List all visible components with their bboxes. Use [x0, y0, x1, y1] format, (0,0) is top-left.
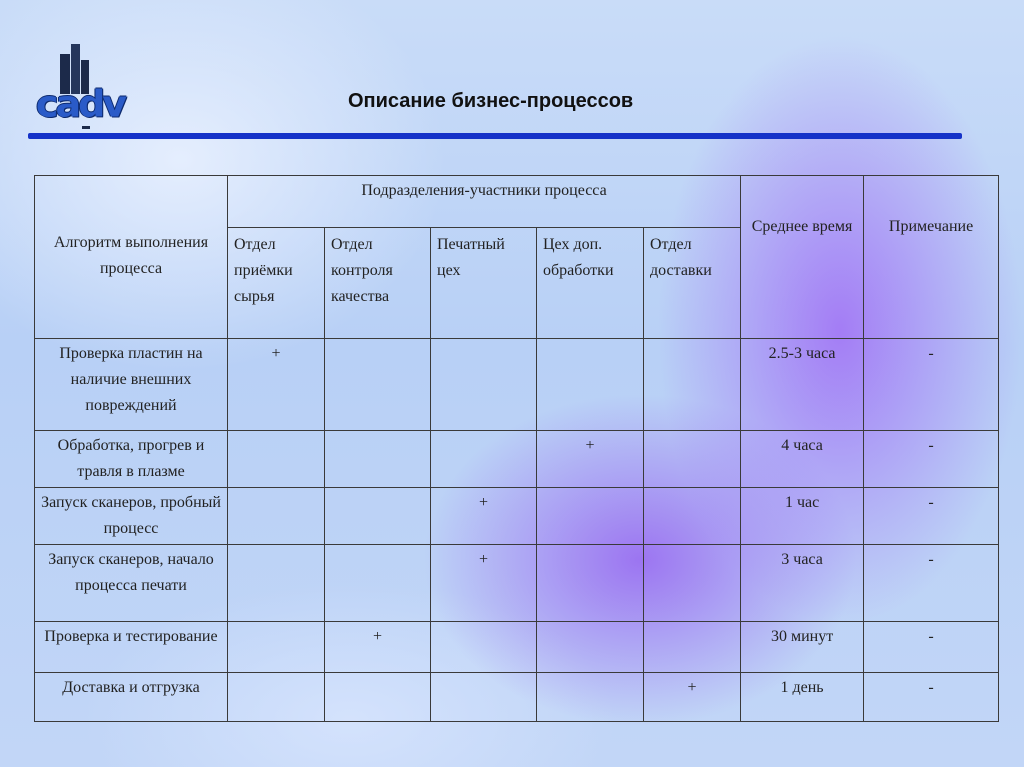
participation-mark [537, 673, 644, 722]
table-row [35, 622, 999, 673]
business-process-table [34, 175, 999, 722]
participation-mark [431, 339, 537, 431]
header-note: Примечание [864, 176, 999, 339]
participation-mark: + [644, 673, 741, 722]
participation-mark [325, 339, 431, 431]
participation-mark [228, 545, 325, 622]
process-cell: Проверка и тестирование [35, 622, 228, 673]
participation-mark [537, 545, 644, 622]
participation-mark: + [431, 488, 537, 545]
header-departments-group: Подразделения-участники процесса [228, 176, 741, 228]
process-cell: Доставка и отгрузка [35, 673, 228, 722]
participation-mark [325, 431, 431, 488]
table-row [35, 431, 999, 488]
note-cell: - [864, 488, 999, 545]
table-row [35, 488, 999, 545]
header-department: Отдел доставки [644, 228, 741, 339]
participation-mark [228, 622, 325, 673]
header-department: Печатный цех [431, 228, 537, 339]
participation-mark [644, 622, 741, 673]
header-department: Цех доп. обработки [537, 228, 644, 339]
participation-mark [228, 673, 325, 722]
table-row [35, 673, 999, 722]
process-cell: Запуск сканеров, начало процесса печати [35, 545, 228, 622]
average-time-cell: 3 часа [741, 545, 864, 622]
participation-mark [431, 431, 537, 488]
participation-mark: + [431, 545, 537, 622]
process-cell: Проверка пластин на наличие внешних повреждений [35, 339, 228, 431]
participation-mark [431, 673, 537, 722]
note-cell: - [864, 431, 999, 488]
participation-mark [644, 431, 741, 488]
average-time-cell: 30 минут [741, 622, 864, 673]
average-time-cell: 4 часа [741, 431, 864, 488]
average-time-cell: 2.5-3 часа [741, 339, 864, 431]
table-row [35, 545, 999, 622]
participation-mark: + [228, 339, 325, 431]
participation-mark [537, 339, 644, 431]
participation-mark [537, 488, 644, 545]
participation-mark: + [537, 431, 644, 488]
average-time-cell: 1 час [741, 488, 864, 545]
logo-wordmark: cadv [35, 83, 125, 125]
participation-mark: + [325, 622, 431, 673]
participation-mark [325, 488, 431, 545]
logo-dash [82, 126, 90, 129]
note-cell: - [864, 622, 999, 673]
participation-mark [644, 339, 741, 431]
average-time-cell: 1 день [741, 673, 864, 722]
participation-mark [325, 673, 431, 722]
title-underline [28, 133, 962, 139]
process-cell: Обработка, прогрев и травля в плазме [35, 431, 228, 488]
participation-mark [644, 488, 741, 545]
participation-mark [644, 545, 741, 622]
participation-mark [431, 622, 537, 673]
header-average-time: Среднее время [741, 176, 864, 339]
company-logo [34, 42, 126, 134]
participation-mark [228, 488, 325, 545]
participation-mark [325, 545, 431, 622]
participation-mark [537, 622, 644, 673]
table-row [35, 339, 999, 431]
process-cell: Запуск сканеров, пробный процесс [35, 488, 228, 545]
header-department: Отдел контроля качества [325, 228, 431, 339]
header-department: Отдел приёмки сырья [228, 228, 325, 339]
participation-mark [228, 431, 325, 488]
note-cell: - [864, 339, 999, 431]
note-cell: - [864, 545, 999, 622]
header-algorithm: Алгоритм выполнения процесса [35, 176, 228, 339]
page-title: Описание бизнес-процессов [348, 90, 634, 112]
note-cell: - [864, 673, 999, 722]
